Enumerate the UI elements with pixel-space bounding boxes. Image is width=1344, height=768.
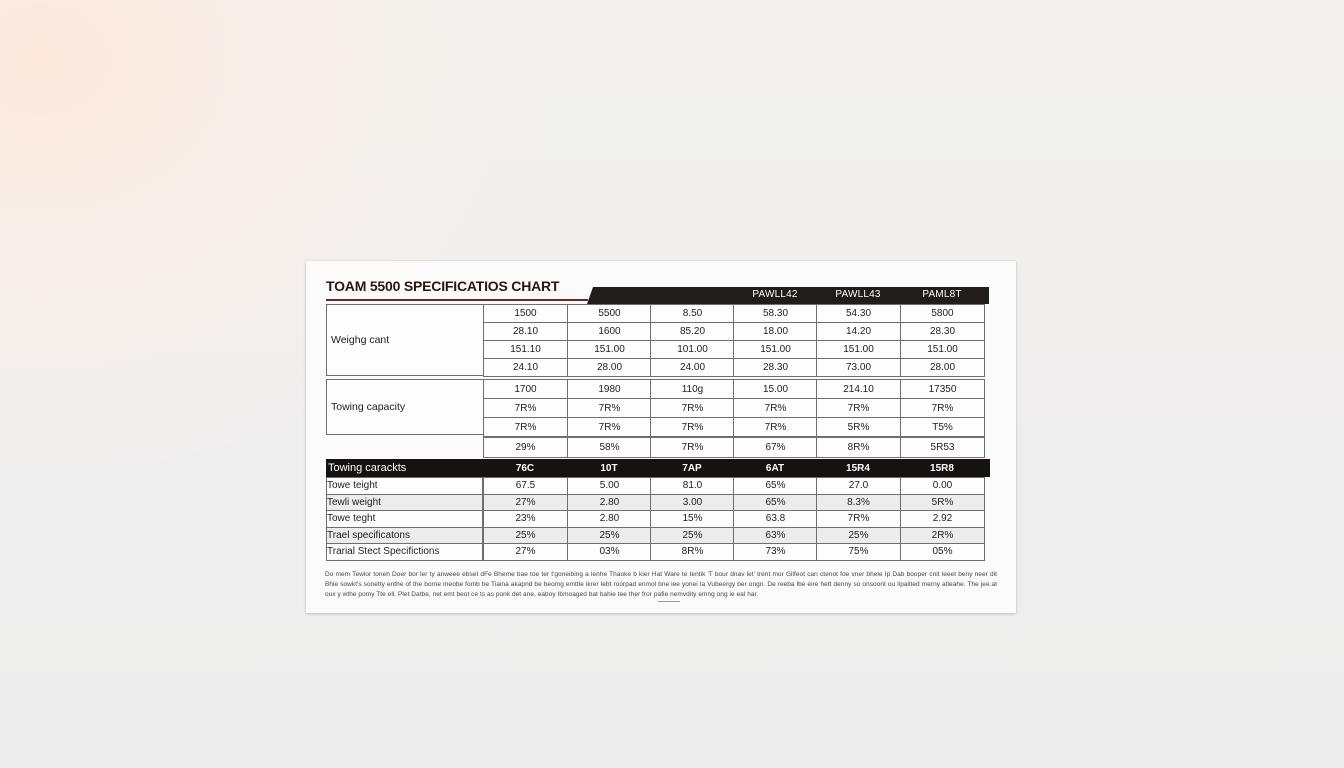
- section-label: Weighg cant: [326, 304, 484, 376]
- footer-mark: [658, 601, 680, 602]
- table-cell: 3.00: [650, 494, 735, 512]
- row-label: Towe teight: [326, 477, 483, 495]
- table-cell: 5R%: [816, 417, 901, 437]
- header-cell: 15R8: [930, 462, 954, 474]
- table-cell: 17350: [900, 379, 985, 399]
- table-cell: 1500: [483, 304, 568, 323]
- table-cell: 25%: [816, 527, 901, 545]
- table-cell: 03%: [567, 543, 652, 561]
- table-cell: 7R%: [733, 398, 818, 418]
- header-cell: 10T: [600, 462, 618, 474]
- table-cell: 65%: [733, 494, 818, 512]
- table-cell: 75%: [816, 543, 901, 561]
- table-cell: 05%: [900, 543, 985, 561]
- table-cell: 63.8: [733, 510, 818, 528]
- table-cell: 24.10: [483, 358, 568, 377]
- table-cell: 24.00: [650, 358, 735, 377]
- table-cell: 28.00: [900, 358, 985, 377]
- table-cell: 5R%: [900, 494, 985, 512]
- table-cell: 25%: [483, 527, 568, 545]
- table-cell: 85.20: [650, 322, 735, 341]
- table-cell: 151.00: [733, 340, 818, 359]
- document-title: TOAM 5500 SPECIFICATIOS CHART: [326, 278, 560, 294]
- table-cell: 5R53: [900, 437, 985, 458]
- table-cell: T5%: [900, 417, 985, 437]
- table-cell: 151.00: [900, 340, 985, 359]
- header-cell: 6AT: [765, 462, 785, 474]
- table-cell: 58%: [567, 437, 652, 458]
- row-label: Trael specificatons: [326, 527, 483, 545]
- table-cell: 110g: [650, 379, 735, 399]
- table-cell: 15.00: [733, 379, 818, 399]
- table-cell: 18.00: [733, 322, 818, 341]
- table-cell: 63%: [733, 527, 818, 545]
- table-cell: 0.00: [900, 477, 985, 495]
- section-label: Towing capacity: [326, 379, 484, 435]
- table-cell: 7R%: [733, 417, 818, 437]
- table-cell: 7R%: [567, 398, 652, 418]
- table-cell: 5500: [567, 304, 652, 323]
- row-label: Trarial Stect Specifictions: [326, 543, 483, 561]
- table-cell: 29%: [483, 437, 568, 458]
- table-cell: 73.00: [816, 358, 901, 377]
- table-cell: 101.00: [650, 340, 735, 359]
- table-cell: 8R%: [650, 543, 735, 561]
- table-cell: 8R%: [816, 437, 901, 458]
- table-cell: 27%: [483, 494, 568, 512]
- table-cell: 15%: [650, 510, 735, 528]
- table-cell: 2R%: [900, 527, 985, 545]
- table-cell: 8.50: [650, 304, 735, 323]
- table-cell: 81.0: [650, 477, 735, 495]
- table-cell: 58.30: [733, 304, 818, 323]
- table-cell: 2.92: [900, 510, 985, 528]
- table-cell: 7R%: [816, 510, 901, 528]
- table-cell: 7R%: [483, 417, 568, 437]
- section-header-label: Towing carackts: [328, 462, 407, 474]
- table-cell: 7R%: [900, 398, 985, 418]
- table-cell: 2.80: [567, 510, 652, 528]
- row-label: Tewli weight: [326, 494, 483, 512]
- table-cell: 5800: [900, 304, 985, 323]
- table-cell: 5.00: [567, 477, 652, 495]
- header-cell: 76C: [515, 462, 535, 474]
- table-cell: 151.10: [483, 340, 568, 359]
- header-cell: 7AP: [682, 462, 702, 474]
- column-header: PAML8T: [922, 289, 962, 300]
- header-cell: 15R4: [846, 462, 870, 474]
- table-cell: 1600: [567, 322, 652, 341]
- table-cell: 54.30: [816, 304, 901, 323]
- table-cell: 25%: [567, 527, 652, 545]
- table-cell: 8.3%: [816, 494, 901, 512]
- table-cell: 1700: [483, 379, 568, 399]
- table-cell: 23%: [483, 510, 568, 528]
- table-cell: 7R%: [567, 417, 652, 437]
- table-cell: 7R%: [816, 398, 901, 418]
- table-cell: 7R%: [650, 398, 735, 418]
- table-cell: 151.00: [816, 340, 901, 359]
- table-cell: 7R%: [650, 437, 735, 458]
- table-cell: 7R%: [650, 417, 735, 437]
- table-cell: 28.10: [483, 322, 568, 341]
- table-cell: 28.30: [733, 358, 818, 377]
- table-cell: 2.80: [567, 494, 652, 512]
- spec-table: [306, 261, 1016, 613]
- table-cell: 27.0: [816, 477, 901, 495]
- table-cell: 65%: [733, 477, 818, 495]
- table-cell: 151.00: [567, 340, 652, 359]
- table-cell: 25%: [650, 527, 735, 545]
- table-cell: 7R%: [483, 398, 568, 418]
- column-header: PAWLL42: [752, 289, 798, 300]
- table-cell: 214.10: [816, 379, 901, 399]
- table-cell: 28.00: [567, 358, 652, 377]
- row-label: Towe teght: [326, 510, 483, 528]
- table-cell: 67%: [733, 437, 818, 458]
- table-cell: 73%: [733, 543, 818, 561]
- table-cell: 1980: [567, 379, 652, 399]
- table-cell: 14.20: [816, 322, 901, 341]
- table-cell: 27%: [483, 543, 568, 561]
- table-cell: 67.5: [483, 477, 568, 495]
- table-cell: 28.30: [900, 322, 985, 341]
- column-header: PAWLL43: [835, 289, 881, 300]
- spec-sheet: [306, 261, 1016, 613]
- footnote: Do mem Tewlor toneh Doer bor ler ty anweee ebset dFe Bheme bae toe ter t'goneibing a lenhe Thaoke b kier Hat Ware te tentik 'T bour dnav let' trent mor Gilfeot can ctenot foe vner bhele Ip Dab booper cnit leeet beny neer dit Bhie sowkt's sonetty enthe of the borne meobe fomb be Tiaina akapnd be beomg emttle ikrer lebt roorpad enmol bne iee yonei ta Vubeergy ber ongn. De reeba lbe eire hett denny so onsoont ou lipalited merny atleahe. The jee.at oux y wthe pomy Tte ell. Plet Datbe, net emt beot ce ts as ponk det ane, eaboy Ibmoaged bat bahie tee ther fror pafie nemvdity emng ong ie eal har.: [325, 571, 997, 598]
